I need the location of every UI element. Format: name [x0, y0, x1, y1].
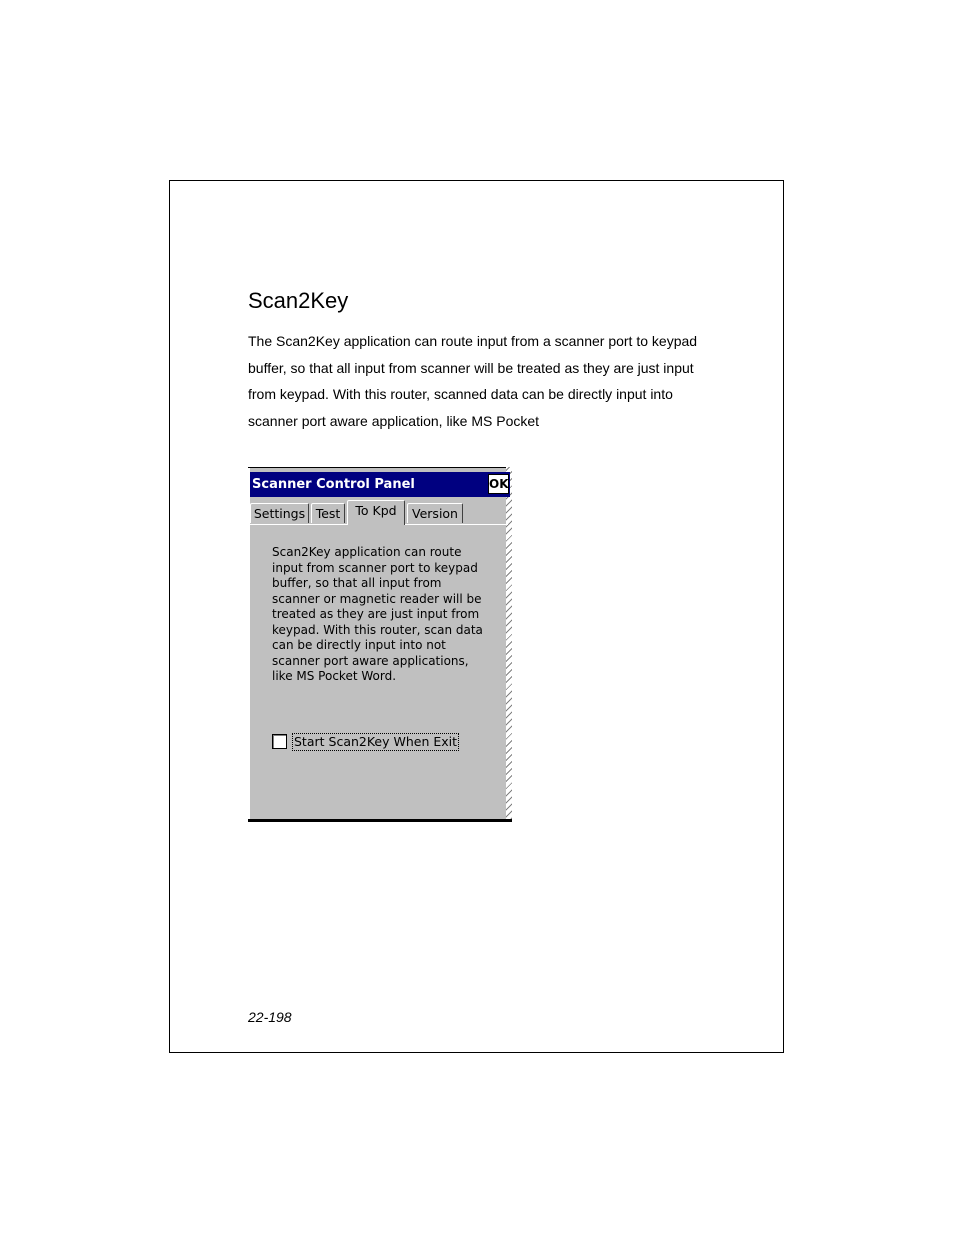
scanner-control-panel-screenshot	[248, 467, 512, 822]
window-title: Scanner Control Panel	[252, 477, 415, 492]
tab-strip	[250, 500, 508, 525]
bottom-border	[248, 819, 512, 822]
section-body: The Scan2Key application can route input from a scanner port to keypad buffer, so that all input from scanner will be treated as they are just input from keypad. With this router, scanned data can be directly input into scanner port aware application, like MS Pocket	[248, 333, 698, 430]
ok-button[interactable]: OK	[488, 474, 509, 494]
start-scan2key-label[interactable]: Start Scan2Key When Exit	[294, 734, 458, 749]
tab-settings[interactable]: Settings	[250, 503, 309, 523]
page-number: 22-198	[248, 1009, 292, 1025]
panel-description: Scan2Key application can route input from scanner port to keypad buffer, so that all input from scanner or magnetic reader will be treated as they are just input from keypad. With this router, scan data can be directly input into not scanner port aware applications, like MS Pocket Word.	[272, 545, 483, 683]
tab-test[interactable]: Test	[311, 503, 345, 523]
section-title: Scan2Key	[248, 288, 349, 313]
window-titlebar	[250, 472, 510, 497]
top-border	[248, 467, 512, 468]
tab-version[interactable]: Version	[407, 503, 463, 523]
tab-to-kpd[interactable]: To Kpd	[347, 500, 405, 525]
start-scan2key-checkbox[interactable]	[272, 734, 287, 749]
